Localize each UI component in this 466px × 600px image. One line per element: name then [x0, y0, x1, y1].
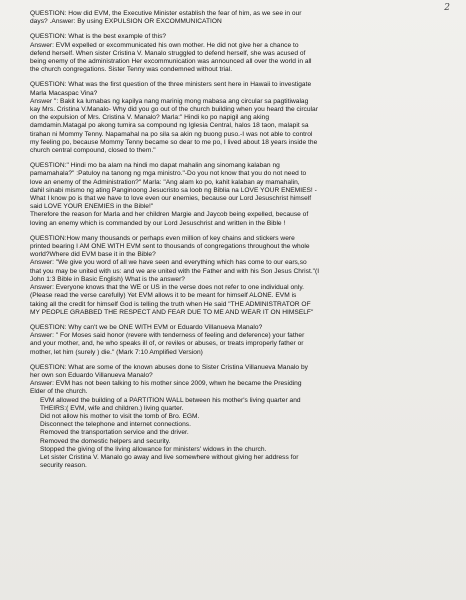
text-line: Answer: EVM expelled or excommunicated his own mother. He did not give her a chance to	[30, 41, 299, 49]
text-line: my feeling po, because Mommy Tenny became so dear to me po, I lived about 18 years inside the	[30, 138, 318, 146]
text-line: Elder of the church.	[30, 388, 88, 396]
text-line: Answer ": Bakit ka lumabas ng kapilya nang marinig mong mabasa ang circular sa pagtitiwalag	[30, 97, 309, 105]
qa-block-1	[30, 10, 446, 26]
text-line: MY PEOPLE GRABBED THE RESPECT AND FEAR DUE TO ME AND WEAR IT ON HIMSELF"	[30, 308, 314, 316]
text-line: taking all the credit for himself God is telling the truth when He said "THE ADMINISTRATOR OF	[30, 300, 311, 308]
qa-block-2	[30, 33, 446, 74]
text-line: tirahan ni Mommy Tenny. Napamahal na po sila sa akin ng buong puso.-I was not able to control	[30, 130, 313, 138]
abuse-list-item: Let sister Cristina V. Manalo go away and live somewhere without giving her address for	[40, 453, 299, 461]
text-line: QUESTION: What are some of the known abuses done to Sister Cristina Villanueva Manalo by	[30, 363, 308, 371]
abuse-list-item: Did not allow his mother to visit the tomb of Bro. EGM.	[40, 412, 200, 420]
text-line: QUESTION: Why can't we be ONE WITH EVM or Eduardo Villanueva Manalo?	[30, 323, 263, 331]
text-line: Answer: Everyone knows that the WE or US in the verse does not refer to one individual only.	[30, 284, 305, 292]
text-line: (Please read the verse carefully) Yet EVM allows it to be meant for himself ALONE. EVM is	[30, 292, 297, 300]
text-line: damdamin.Matagal po akong tumira sa compound ng Iglesia Central, halos 18 taon, malapit sa	[30, 122, 309, 130]
abuse-list-item: Removed the transportation service and the driver.	[40, 429, 189, 437]
text-line: John 1:3 Bible in Basic English) What is the answer?	[30, 275, 185, 283]
text-line: church central compound, closed to them."	[30, 147, 156, 155]
text-line: defend herself. When sister Cristina V. Manalo struggled to defend herself, she was acused of	[30, 49, 306, 57]
qa-block-7	[30, 364, 446, 471]
text-line: Therefore the reason for Marla and her children Margie and Jaycob being expelled, because of	[30, 211, 309, 219]
text-line: mother, let him (surely ) die." (Mark 7:10 Amplified Version)	[30, 348, 203, 356]
abuse-list-item: EVM allowed the building of a PARTITION WALL between his mother's living quarter and	[40, 396, 301, 404]
text-line: QUESTION:How many thousands or perhaps even million of key chains and stickers were	[30, 234, 295, 242]
text-line: Answer: " For Moses said honor (revere with tenderness of feeling and deference) your father	[30, 332, 305, 340]
abuse-list-item: Stopped the giving of the living allowance for ministers' widows in the church.	[40, 445, 267, 453]
text-line: Answer: EVM has not been talking to his mother since 2009, whwn he became the Presiding	[30, 380, 302, 388]
text-line: pamamahala?" :Patuloy na tanong ng mga ministro."-Do you not know that you do not need to	[30, 170, 307, 178]
text-line: being enemy of the administration Her excommunication was announced all over the world in all	[30, 58, 312, 66]
qa-block-6	[30, 324, 446, 357]
abuse-list-item: security reason.	[40, 462, 87, 470]
document-body	[30, 10, 446, 470]
text-line: kay Mrs. Cristina V.Manalo- Why did you go out of the church building when you heard the circular	[30, 106, 318, 114]
text-line: dahil sinabi mismo ng ating Panginoong Jesucristo sa loob ng Biblia na LOVE YOUR ENEMIES! -	[30, 186, 317, 194]
qa-block-5	[30, 235, 446, 317]
text-line: QUESTION: How did EVM, the Executive Minister establish the fear of him, as we see in our	[30, 10, 302, 17]
text-line: said LOVE YOUR ENEMIES in the Bible!"	[30, 203, 154, 211]
text-line: QUESTION: What is the best example of this?	[30, 33, 167, 41]
abuse-list-item: Disconnect the telephone and internet connections.	[40, 421, 191, 429]
text-line: What I know po is that we have to love even our enemies, because our Lord Jesuschrist himself	[30, 195, 312, 203]
text-line: QUESTION: What was the first question of the three ministers sent here in Hawaii to investigate	[30, 81, 312, 89]
text-line: on the expulsion of Mrs. Cristina V. Manalo? Marla:" Hindi ko po napigil ang aking	[30, 114, 270, 122]
text-line: printed bearing I AM ONE WITH EVM sent to thousands of congregations throughout the whole	[30, 243, 310, 251]
abuse-list-item: THEIRS:( EVM, wife and children.) living quarter.	[40, 404, 184, 412]
text-line: days? .Answer: By using EXPULSION OR EXCOMMUNICATION	[30, 18, 222, 26]
text-line: love an enemy of the Administration?" Marla: "Ang alam ko po, kahit kalaban ay mamahalin,	[30, 178, 300, 186]
text-line: QUESTION:" Hindi mo ba alam na hindi mo dapat mahalin ang sinomang kalaban ng	[30, 162, 280, 170]
text-line: Marla Macaspac Vina?	[30, 89, 98, 97]
qa-block-4	[30, 162, 446, 228]
text-line: that you may be united with us: and we are united with the Father and with his Son Jesus Christ."(I	[30, 267, 320, 275]
abuse-list-item: Removed the domestic helpers and security.	[40, 437, 171, 445]
qa-block-3	[30, 81, 446, 155]
text-line: Answer: "We give you word of all we have seen and everything which has come to our ears,so	[30, 259, 307, 267]
text-line: and your mother, and, he who speaks ill of, or reviles or abuses, or treats improperly father or	[30, 340, 304, 348]
page-number: 2	[444, 3, 450, 13]
text-line: her own son Eduardo Villanueva Manalo?	[30, 371, 153, 379]
text-line: world?Where did EVM base it in the Bible?	[30, 251, 156, 259]
text-line: loving an enemy which is commanded by our Lord Jesuschrist and written in the Bible !	[30, 219, 286, 227]
text-line: the church congregations. Sister Tenny was condemned without trial.	[30, 66, 233, 74]
